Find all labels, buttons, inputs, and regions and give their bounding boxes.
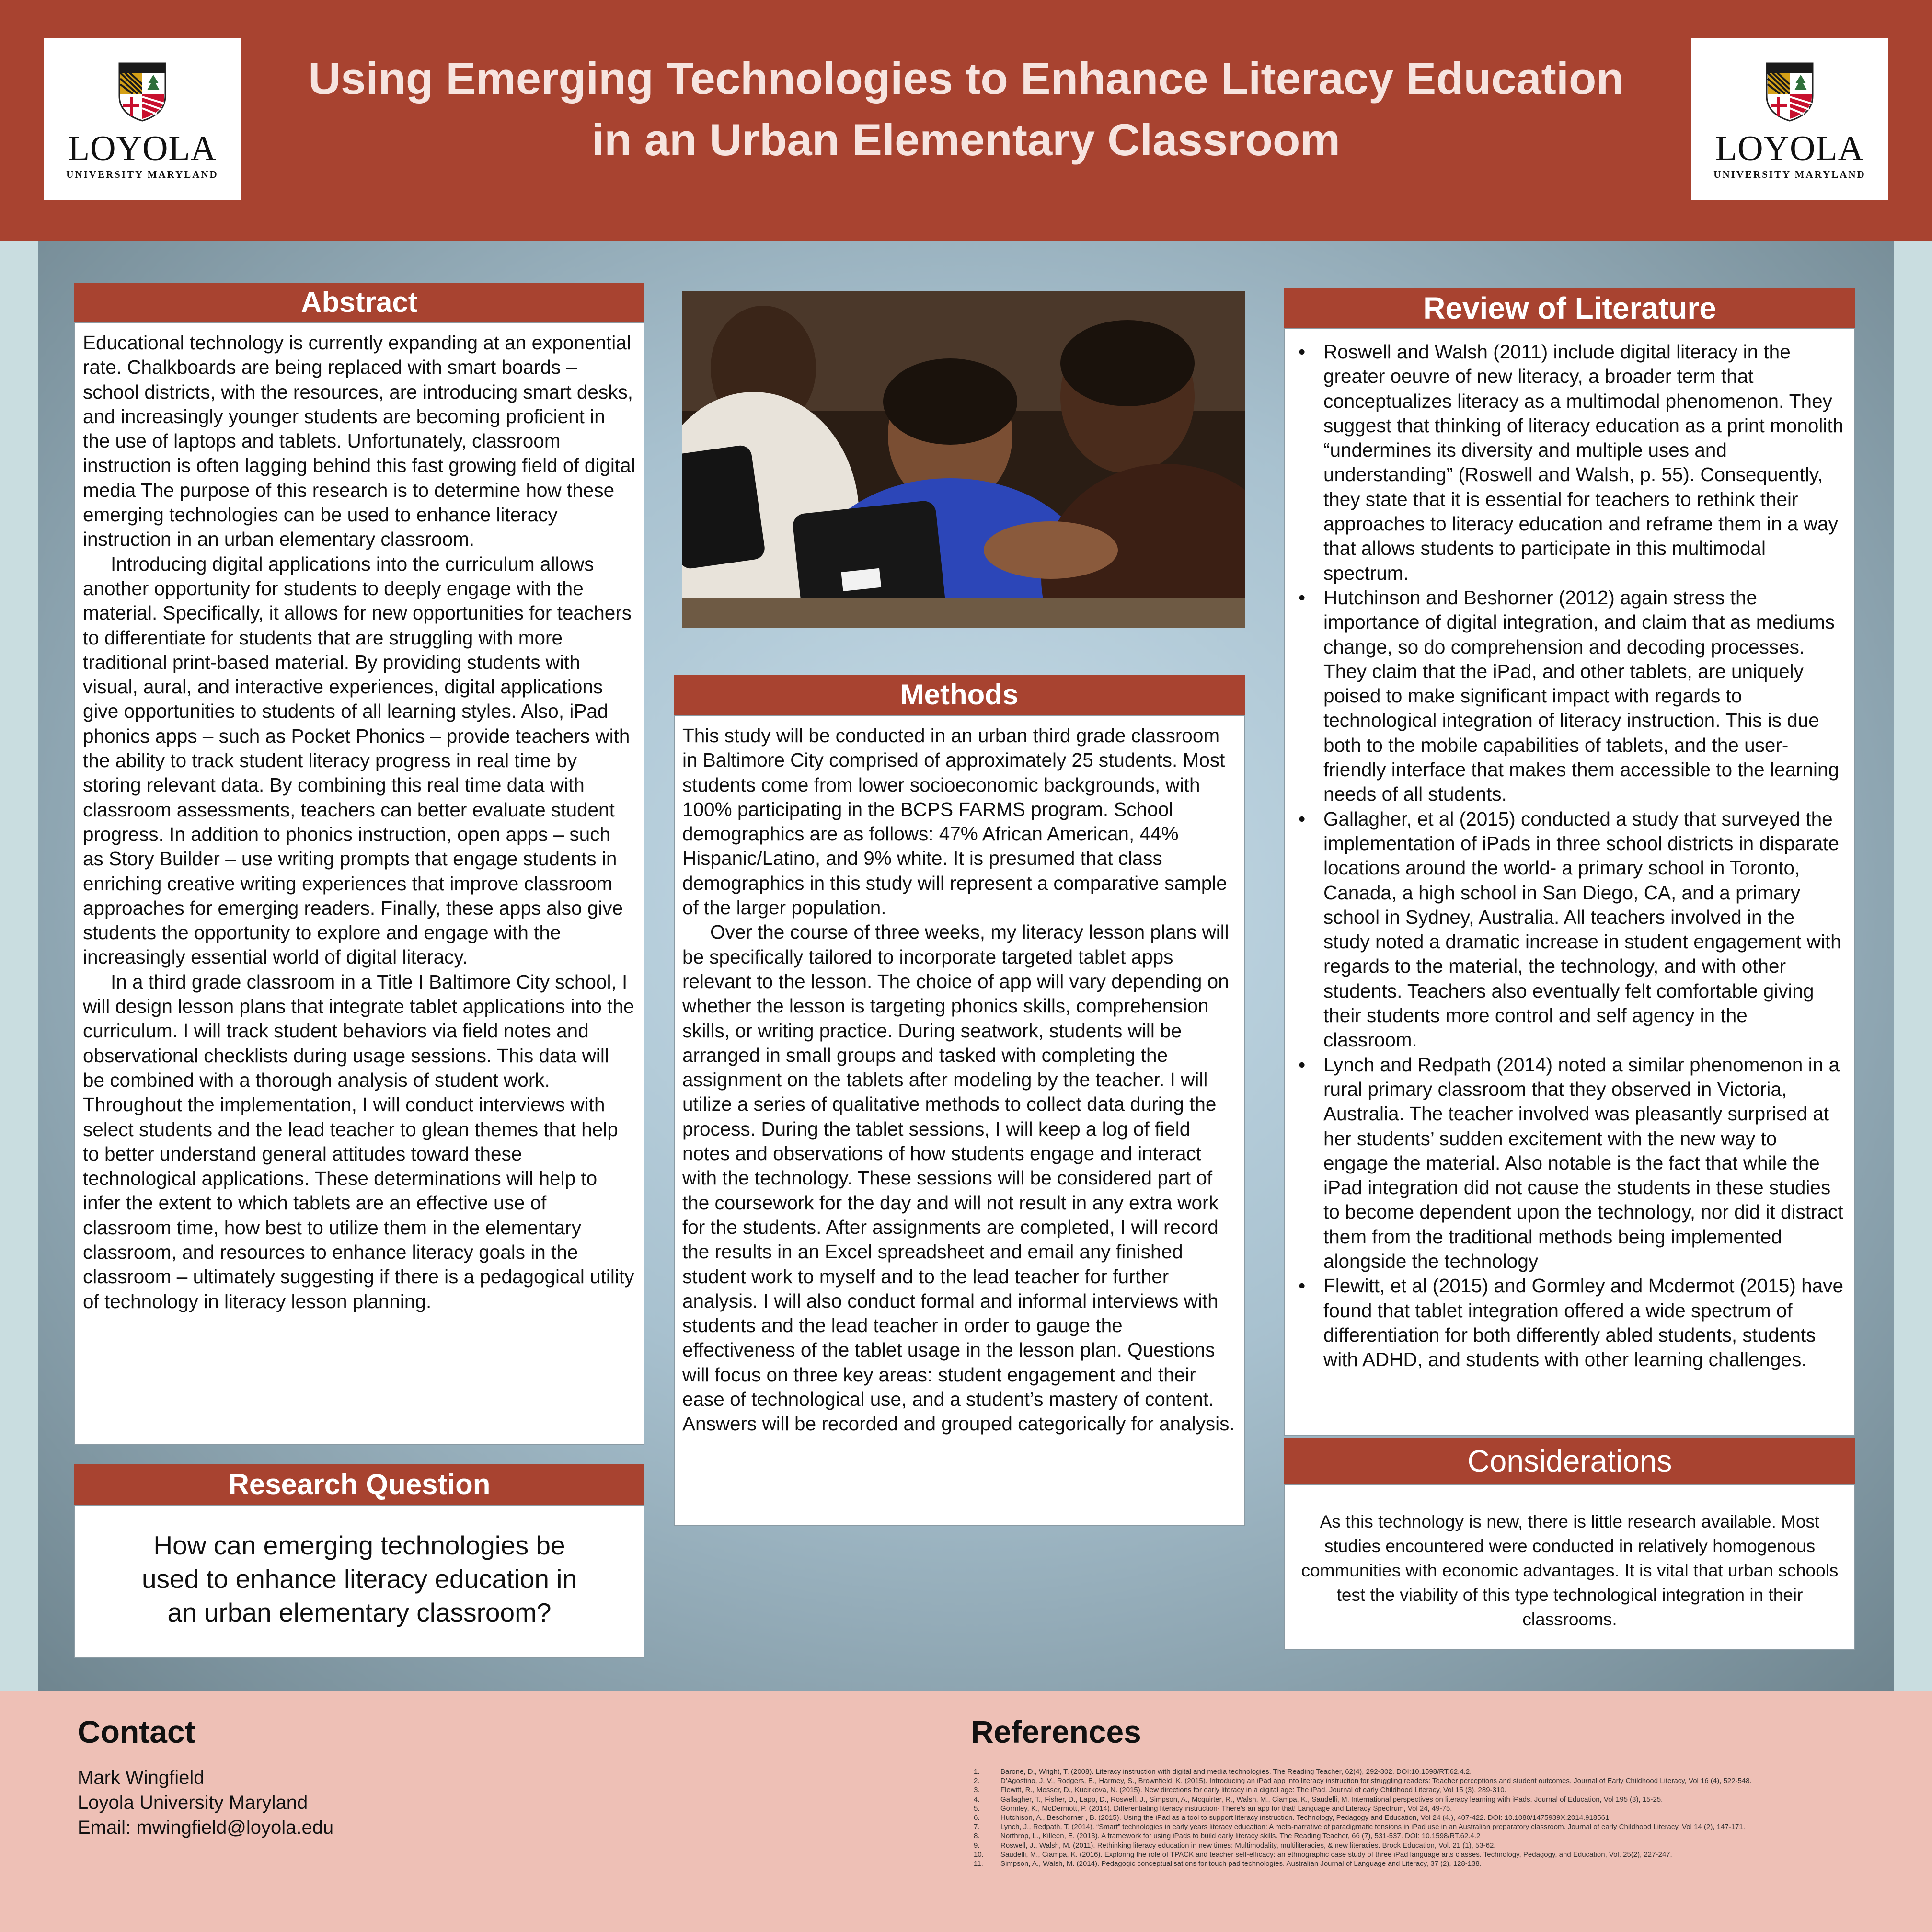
- reference-text: Gallagher, T., Fisher, D., Lapp, D., Roswell, J., Simpson, A., Mcquirter, R., Walsh, M., Ciampa, K., Saudelli, M. International perspectives on literacy learning with iPads. Journal of Education, Vol 195 (3), 15-25.: [1000, 1795, 1663, 1804]
- literature-item-text: Lynch and Redpath (2014) noted a similar phenomenon in a rural primary classroom that they observed in Victoria, Australia. The teacher involved was pleasantly surprised at her students’ sudden excitement with the new way to engage the material. Also notable is the fact that while the iPad integration did not cause the students in these studies to become dependent upon the technology, nor did it distract them from the traditional methods being implemented alongside the technology: [1323, 1053, 1843, 1272]
- reference-item: [974, 1795, 1836, 1804]
- research-question-text: How can emerging technologies be used to enhance literacy education in an urban elementary classroom?: [141, 1530, 577, 1627]
- reference-item: [974, 1776, 1836, 1785]
- reference-item: [974, 1785, 1836, 1794]
- reference-text: Northrop, L., Killeen, E. (2013). A framework for using iPads to build early literacy skills. The Reading Teacher, 66 (7), 531-537. DOI: 10.1598/RT.62.4.2: [1000, 1832, 1481, 1840]
- reference-number: 7.: [974, 1823, 980, 1831]
- title-line-1: Using Emerging Technologies to Enhance Literacy Education: [308, 53, 1624, 104]
- reference-text: Roswell, J., Walsh, M. (2011). Rethinking literacy education in new times: Multimodality, multiliteracies, & new literacies. Brock Education, Vol. 21 (1), 53-62.: [1000, 1841, 1496, 1850]
- reference-number: 2.: [974, 1777, 980, 1785]
- literature-item-text: Roswell and Walsh (2011) include digital literacy in the greater oeuvre of new literacy, a broader term that conceptualizes literacy as a multimodal phenomenon. They suggest that thinking of literacy education as a print monolith “undermines its diversity and multiple uses and understanding” (Roswell and Walsh, p. 55). Consequently, they state that it is essential for teachers to rethink their approaches to literacy education and reframe them in a way that allows students to participate in this multimodal spectrum.: [1323, 341, 1844, 584]
- reference-item: [974, 1804, 1836, 1813]
- reference-number: 9.: [974, 1841, 980, 1850]
- students-with-tablets-photo: [682, 291, 1245, 628]
- methods-paragraph: Over the course of three weeks, my literacy lesson plans will be specifically tailored to incorporate targeted tablet apps relevant to the lesson. The choice of app will vary depending on whether the lesson is targeting phonics skills, comprehension skills, or writing practice. During seatwork, students will be arranged in small groups and tasked with completing the assignment on the tablets after modeling by the teacher. I will utilize a series of qualitative methods to collect data during the process. During the tablet sessions, I will keep a log of field notes and observations of how students engage and interact with the technology. These sessions will be considered part of the coursework for the day and will not result in any extra work for the students. After assignments are completed, I will record the results in an Excel spreadsheet and email any finished student work to myself and to the lead teacher for further analysis. I will also conduct formal and informal interviews with students and the lead teacher in order to gauge the effectiveness of the tablet usage in the lesson plan. Questions will focus on three key areas: student engagement and their ease of technological use, and a student’s mastery of content. Answers will be recorded and grouped categorically for analysis.: [682, 921, 1235, 1435]
- methods-paragraph: This study will be conducted in an urban third grade classroom in Baltimore City comprised of approximately 25 students. Most students come from lower socioeconomic backgrounds, with 100% participating in the BCPS FARMS program. School demographics are as follows: 47% African American, 44% Hispanic/Latino, and 9% white. It is presumed that class demographics in this study will represent a comparative sample of the larger population.: [682, 724, 1227, 919]
- contact-name: Mark Wingfield: [78, 1767, 205, 1788]
- logo-subtitle: UNIVERSITY MARYLAND: [66, 169, 218, 180]
- list-item: [1293, 586, 1845, 807]
- abstract-paragraph: Educational technology is currently expanding at an exponential rate. Chalkboards are being replaced with smart boards – school districts, with the resources, are introducing smart desks, and increasingly younger students are becoming proficient in the use of laptops and tablets. Unfortunately, classroom instruction is often lagging behind this fast growing field of digital media The purpose of this research is to determine how these emerging technologies can be used to enhance literacy instruction in an urban elementary classroom.: [83, 332, 635, 551]
- reference-number: 4.: [974, 1795, 980, 1804]
- abstract-panel: [74, 322, 644, 1445]
- reference-text: Hutchison, A., Beschorner , B. (2015). Using the iPad as a tool to support literacy instruction. Technology, Pedagogy and Education, Vol 24 (4.), 407-422. DOI: 10.1080/1475939X.2014.918561: [1000, 1814, 1610, 1822]
- list-item: [1293, 1274, 1845, 1372]
- considerations-heading: Considerations: [1284, 1438, 1855, 1484]
- reference-number: 5.: [974, 1804, 980, 1813]
- reference-text: Lynch, J., Redpath, T. (2014). “Smart” technologies in early years literacy education: A meta-narrative of paradigmatic tensions in iPad use in an Australian preparatory classroom. Journal of early Childhood Literacy, Vol 14 (2), 147-171.: [1000, 1823, 1745, 1831]
- literature-item-text: Flewitt, et al (2015) and Gormley and Mcdermot (2015) have found that tablet integration offered a wide spectrum of differentiation for both differently abled students, students with ADHD, and students with other learning challenges.: [1323, 1275, 1843, 1371]
- reference-item: [974, 1822, 1836, 1831]
- contact-email: Email: mwingfield@loyola.edu: [78, 1817, 334, 1838]
- contact-institution: Loyola University Maryland: [78, 1792, 308, 1813]
- references-list: [974, 1767, 1836, 1868]
- reference-item: [974, 1813, 1836, 1822]
- bullet-icon: •: [1299, 1053, 1306, 1076]
- bullet-icon: •: [1299, 1275, 1306, 1297]
- loyola-shield-icon: [118, 62, 166, 122]
- list-item: [1293, 1053, 1845, 1274]
- loyola-shield-icon: [1766, 62, 1814, 122]
- reference-item: [974, 1831, 1836, 1840]
- contact-heading: Contact: [78, 1714, 196, 1749]
- considerations-text: As this technology is new, there is little research available. Most studies encountered were conducted in relatively homogenous communities with economic advantages. It is vital that urban schools test the viability of this type technological integration in their classrooms.: [1301, 1512, 1839, 1629]
- research-question-panel: [74, 1505, 644, 1658]
- title-line-2: in an Urban Elementary Classroom: [592, 115, 1340, 165]
- reference-item: [974, 1841, 1836, 1850]
- reference-number: 1.: [974, 1768, 980, 1776]
- methods-heading: Methods: [674, 675, 1245, 715]
- logo-wordmark: LOYOLA: [68, 129, 217, 168]
- list-item: [1293, 340, 1845, 586]
- bullet-icon: •: [1299, 586, 1306, 609]
- considerations-panel: [1284, 1484, 1855, 1650]
- loyola-logo-right: [1691, 38, 1888, 200]
- list-item: [1293, 807, 1845, 1053]
- reference-item: [974, 1767, 1836, 1776]
- literature-list: [1293, 340, 1845, 1372]
- logo-subtitle: UNIVERSITY MARYLAND: [1714, 169, 1866, 180]
- reference-text: Flewitt, R., Messer, D., Kucirkova, N. (2015). New directions for early literacy in a digital age: The iPad. Journal of early Childhood Literacy, Vol 15 (3), 289-310.: [1000, 1786, 1506, 1794]
- bullet-icon: •: [1299, 341, 1306, 363]
- logo-wordmark: LOYOLA: [1715, 129, 1864, 168]
- literature-panel: [1284, 328, 1855, 1436]
- reference-text: Gormley, K., McDermott, P. (2014). Differentiating literacy instruction- There’s an app for that! Language and Literacy Spectrum, Vol 24, 49-75.: [1000, 1804, 1452, 1813]
- reference-text: D’Agostino, J. V., Rodgers, E., Harmey, S., Brownfield, K. (2015). Introducing an iPad app into literacy instruction for struggling readers: Teacher perceptions and student outcomes. Journal of Early Childhood Literacy, Vol 16 (4), 522-548.: [1000, 1777, 1752, 1785]
- methods-panel: [674, 715, 1245, 1526]
- reference-number: 10.: [974, 1850, 984, 1859]
- loyola-logo-left: [44, 38, 241, 200]
- bullet-icon: •: [1299, 807, 1306, 830]
- reference-text: Simpson, A., Walsh, M. (2014). Pedagogic conceptualisations for touch pad technologies. Australian Journal of Language and Literacy, 37 (2), 128-138.: [1000, 1860, 1482, 1868]
- reference-text: Barone, D., Wright, T. (2008). Literacy instruction with digital and media technologies. The Reading Teacher, 62(4), 292-302. DOI:10.1598/RT.62.4.2.: [1000, 1768, 1472, 1776]
- literature-heading: Review of Literature: [1284, 288, 1855, 328]
- poster-title: [268, 48, 1664, 171]
- references-heading: References: [971, 1714, 1141, 1749]
- reference-number: 8.: [974, 1832, 980, 1840]
- literature-item-text: Hutchinson and Beshorner (2012) again stress the importance of digital integration, and claim that as mediums change, so do comprehension and decoding processes. They claim that the iPad, and other tablets, are uniquely poised to make significant impact with regards to technological integration of literacy instruction. This is due both to the mobile capabilities of tablets, and the user-friendly interface that makes them accessible to the learning needs of all students.: [1323, 586, 1840, 805]
- reference-text: Saudelli, M., Ciampa, K. (2016). Exploring the role of TPACK and teacher self-efficacy: an ethnographic case study of three iPad language arts classes. Technology, Pedagogy, and Education, Vol. 25(2), 227-247.: [1000, 1850, 1672, 1859]
- reference-item: [974, 1859, 1836, 1868]
- reference-number: 11.: [974, 1860, 983, 1868]
- research-question-heading: Research Question: [74, 1464, 644, 1505]
- literature-item-text: Gallagher, et al (2015) conducted a study that surveyed the implementation of iPads in three school districts in disparate locations around the world- a primary school in Toronto, Canada, a high school in San Diego, CA, and a primary school in Sydney, Australia. All teachers involved in the study noted a dramatic increase in student engagement with regards to the material, the technology, and with other students. Teachers also eventually felt comfortable giving their students more control and self agency in the classroom.: [1323, 807, 1841, 1051]
- poster-header: [0, 0, 1932, 241]
- students-photo-illustration: [682, 291, 1245, 628]
- abstract-paragraph: Introducing digital applications into the curriculum allows another opportunity for students to deeply engage with the material. Specifically, it allows for new opportunities for teachers to differentiate for students that are struggling with more traditional print-based material. By providing students with visual, aural, and interactive experiences, digital applications give opportunities to students of all learning styles. Also, iPad phonics apps – such as Pocket Phonics – provide teachers with the ability to track student literacy progress in real time by storing relevant data. By combining this real time data with classroom assessments, teachers can better evaluate student progress. In addition to phonics instruction, open apps – such as Story Builder – use writing prompts that engage students in enriching creative writing experiences that improve classroom approaches for emerging readers. Finally, these apps also give students the opportunity to explore and engage with the increasingly essential world of digital literacy.: [83, 552, 632, 968]
- abstract-heading: Abstract: [74, 283, 644, 322]
- reference-number: 6.: [974, 1814, 980, 1822]
- abstract-paragraph: In a third grade classroom in a Title I Baltimore City school, I will design lesson plans that integrate tablet applications into the curriculum. I will track student behaviors via field notes and observational checklists during usage sessions. This data will be combined with a thorough analysis of student work. Throughout the implementation, I will conduct interviews with select students and the lead teacher to glean themes that help to better understand general attitudes toward these technological applications. These determinations will help to infer the extent to which tablets are an effective use of classroom time, how best to utilize them in the elementary classroom, and resources to enhance literacy goals in the classroom – ultimately suggesting if there is a pedagogical utility of technology in literacy lesson planning.: [83, 970, 634, 1312]
- reference-item: [974, 1850, 1836, 1859]
- reference-number: 3.: [974, 1786, 980, 1794]
